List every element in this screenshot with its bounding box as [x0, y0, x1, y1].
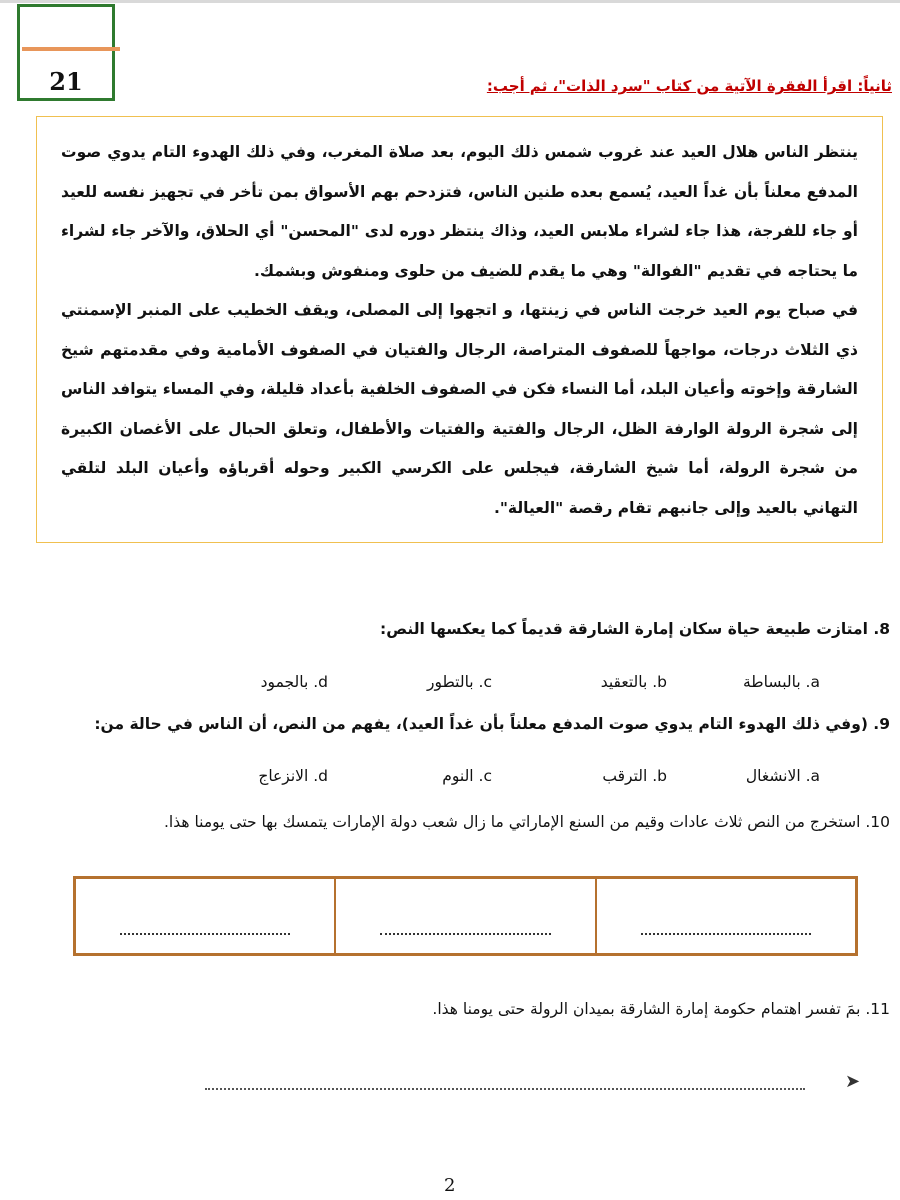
q8-option-d[interactable]: d. بالجمود	[260, 673, 328, 691]
question-8: 8. امتازت طبيعة حياة سكان إمارة الشارقة قديماً كما يعكسها النص:	[380, 620, 890, 638]
question-9: 9. (وفي ذلك الهدوء التام يدوي صوت المدفع معلناً بأن غداً العيد)، يفهم من النص، أن الناس في حالة من:	[94, 715, 890, 733]
page-number: 2	[444, 1175, 456, 1196]
answer-table	[73, 876, 858, 956]
arrow-bullet-icon: ➤	[845, 1071, 861, 1092]
answer-cell-2[interactable]	[334, 879, 594, 953]
q9-option-b[interactable]: b. الترقب	[602, 767, 667, 785]
score-box	[17, 4, 115, 101]
passage-paragraph-1: ينتظر الناس هلال العيد عند غروب شمس ذلك اليوم، بعد صلاة المغرب، وفي ذلك الهدوء التام يدوي صوت المدفع معلناً بأن غداً العيد، يُسمع بعده طنين الناس، فتزدحم بهم الأسواق بمن تأخر في تجهيز نفسه للعيد أو جاء للفرجة، هذا جاء لشراء ملابس العيد، وذاك ينتظر دوره لدى "المحسن" أي الحلاق، والآخر جاء لشراء ما يحتاجه في تقديم "الفوالة" وهي ما يقدم للضيف من حلوى ومنفوش وبشمك.	[61, 143, 858, 280]
section-title: ثانياً: اقرأ الفقرة الآتية من كتاب "سرد الذات"، ثم أجب:	[486, 77, 892, 95]
reading-passage	[36, 116, 883, 543]
answer-dotted-line	[380, 933, 550, 935]
answer-cell-1[interactable]	[595, 879, 855, 953]
answer-dotted-line	[641, 933, 811, 935]
question-11: 11. بمَ تفسر اهتمام حكومة إمارة الشارقة بميدان الرولة حتى يومنا هذا.	[432, 1000, 890, 1018]
q9-option-c[interactable]: c. النوم	[442, 767, 492, 785]
q11-answer-line[interactable]	[205, 1088, 805, 1090]
passage-paragraph-2: في صباح يوم العيد خرجت الناس في زينتها، و اتجهوا إلى المصلى، ويقف الخطيب على المنبر الإسمنتي ذي الثلاث درجات، مواجهاً للصفوف المتراصة، الرجال والفتيان في الصفوف الأمامية وفي مقدمتهم شيخ الشارقة وإخوته وأعيان البلد، أما النساء فكن في الصفوف الخلفية بأعداد قليلة، وفي المساء يتوافد الناس إلى شجرة الرولة الوارفة الظل، الرجال والفتية والفتيات والأطفال، وتعلق الحبال على الأغصان الكبيرة من شجرة الرولة، أما شيخ الشارقة، فيجلس على الكرسي الكبير وحوله أقرباؤه وأعيان البلد لتلقي التهاني بالعيد وإلى جانبهم تقام رقصة "العيالة".	[61, 301, 858, 517]
score-divider	[22, 47, 120, 51]
q9-option-a[interactable]: a. الانشغال	[745, 767, 820, 785]
q8-option-c[interactable]: c. بالتطور	[426, 673, 492, 691]
question-10: 10. استخرج من النص ثلاث عادات وقيم من السنع الإماراتي ما زال شعب دولة الإمارات يتمسك بها حتى يومنا هذا.	[163, 813, 890, 831]
q8-option-b[interactable]: b. بالتعقيد	[600, 673, 667, 691]
answer-dotted-line	[120, 933, 290, 935]
answer-cell-3[interactable]	[76, 879, 334, 953]
q9-option-d[interactable]: d. الانزعاج	[258, 767, 328, 785]
score-value: 21	[49, 67, 83, 96]
q8-option-a[interactable]: a. بالبساطة	[743, 673, 820, 691]
